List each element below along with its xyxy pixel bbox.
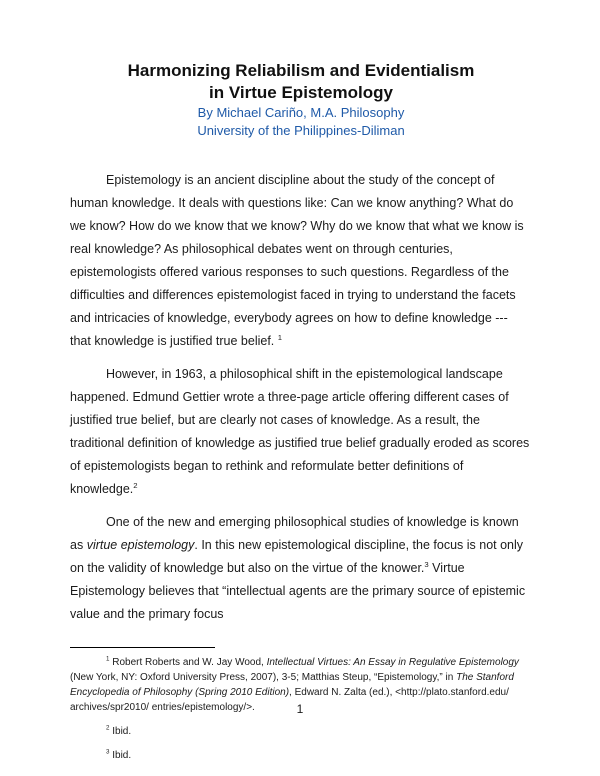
paper-title-line1: Harmonizing Reliabilism and Evidentialism xyxy=(127,61,475,80)
text-segment-normal: Epistemology is an ancient discipline about the study of the concept of human knowledge. It deals with questions like: Can we know anything? What do we know? How do we know that we know? Why do we know that what we know is real knowledge? As philosophical debates went on through centuries, epistemologists offered various responses to such questions. Regardless of the difficulties and differences epistemologist faced in trying to understand the facets and intricacies of knowledge, everybody agrees on how to define knowledge --- that knowledge is justified true belief. xyxy=(70,173,524,348)
body-paragraph xyxy=(70,511,532,626)
footnote-separator xyxy=(70,647,215,648)
body-paragraph xyxy=(70,169,532,353)
text-segment-normal: (New York, NY: Oxford University Press, 2007), 3-5; Matthias Steup, “Epistemology,” in xyxy=(70,672,457,683)
title-block xyxy=(70,60,532,140)
text-segment-normal: However, in 1963, a philosophical shift in the epistemological landscape happened. Edmund Gettier wrote a three-page article offering different cases of justified true belief, but are clearly not cases of knowledge. As a result, the traditional definition of knowledge as justified true belief gradually eroded as scores of epistemologists began to rethink and reformulate better definitions of knowledge. xyxy=(70,367,530,496)
paper-title-line2: in Virtue Epistemology xyxy=(209,83,393,102)
text-segment-normal: , Edward N. Zalta (ed.), <http://plato.stanford.edu/ archives/spr2010/ entries/epistemology/>. xyxy=(70,687,509,713)
text-segment-normal: One of the new and emerging philosophical studies of knowledge is known as xyxy=(70,515,519,552)
text-segment-italic: Intellectual Virtues: An Essay in Regulative Epistemology xyxy=(266,657,519,668)
author-byline: By Michael Cariño, M.A. Philosophy xyxy=(197,105,405,120)
text-segment-italic: The Stanford Encyclopedia of Philosophy (Spring 2010 Edition) xyxy=(70,672,514,698)
page-number: 1 xyxy=(296,702,304,716)
text-segment-sup: 3 xyxy=(106,748,110,756)
footnote-item xyxy=(70,748,532,763)
text-segment-normal: . In this new epistemological discipline, the focus is not only on the validity of knowledge but also on the virtue of the knower. xyxy=(70,538,524,575)
text-segment-sup: 2 xyxy=(106,724,110,732)
text-segment-normal: Ibid. xyxy=(109,726,132,737)
author-affiliation: University of the Philippines-Diliman xyxy=(197,123,405,138)
text-segment-sup: 1 xyxy=(277,332,283,342)
text-segment-sup: 3 xyxy=(424,559,429,569)
text-segment-sup: 1 xyxy=(106,655,110,663)
footnote-item xyxy=(70,724,532,739)
text-segment-normal: Virtue Epistemology believes that “intellectual agents are the primary source of epistemic value and the primary focus xyxy=(70,561,526,621)
text-segment-normal: Robert Roberts and W. Jay Wood, xyxy=(109,657,267,668)
text-segment-italic: virtue epistemology xyxy=(86,538,195,552)
text-segment-normal: Ibid. xyxy=(109,750,132,761)
body-paragraph xyxy=(70,363,532,501)
paper-body xyxy=(70,169,532,626)
text-segment-sup: 2 xyxy=(133,480,138,490)
